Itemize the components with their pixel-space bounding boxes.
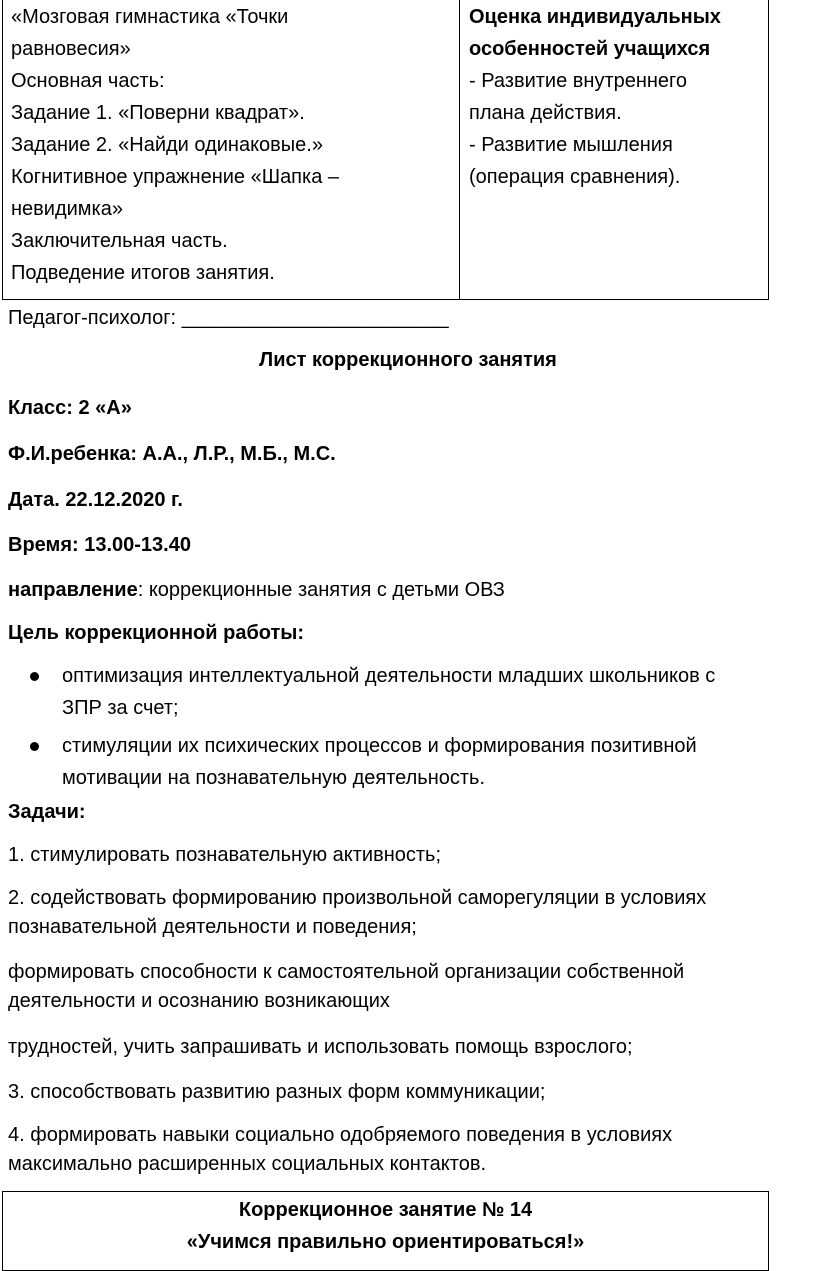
- stage-line: Заключительная часть.: [11, 230, 228, 252]
- list-item-line: оптимизация интеллектуальной деятельности младших школьников с: [62, 665, 716, 687]
- task-2b-line: деятельности и осознанию возникающих: [8, 990, 390, 1012]
- bullet-icon: [30, 672, 39, 681]
- goal-list: [28, 660, 808, 794]
- class-field: Класс: 2 «А»: [8, 397, 132, 419]
- task-2c: трудностей, учить запрашивать и использовать помощь взрослого;: [8, 1036, 633, 1058]
- task-2-line: 2. содействовать формированию произвольной саморегуляции в условиях: [8, 887, 707, 909]
- task-4-line: 4. формировать навыки социально одобряемого поведения в условиях: [8, 1124, 673, 1146]
- task-4-line: максимально расширенных социальных контактов.: [8, 1153, 487, 1175]
- bullet-icon: [30, 742, 39, 751]
- tasks-heading: Задачи:: [8, 801, 86, 823]
- stage-line: Когнитивное упражнение «Шапка –: [11, 166, 340, 188]
- sheet-title: Лист коррекционного занятия: [259, 349, 557, 371]
- table-cell-assessment: [469, 1, 765, 193]
- assessment-heading: особенностей учащихся: [469, 38, 711, 60]
- direction-field: [8, 574, 505, 606]
- assessment-line: (операция сравнения).: [469, 166, 681, 188]
- child-names-field: Ф.И.ребенка: А.А., Л.Р., М.Б., М.С.: [8, 443, 336, 465]
- lesson-number: Коррекционное занятие № 14: [238, 1199, 533, 1221]
- list-item: [28, 730, 808, 794]
- table-divider: [459, 0, 460, 299]
- assessment-heading: Оценка индивидуальных: [469, 6, 721, 28]
- assessment-line: - Развитие мышления: [469, 134, 673, 156]
- task-3: 3. способствовать развитию разных форм коммуникации;: [8, 1081, 546, 1103]
- list-item-line: стимуляции их психических процессов и формирования позитивной: [62, 735, 697, 757]
- signature-blank: ________________________: [181, 307, 449, 329]
- lesson-plan-table: [2, 0, 769, 300]
- stage-line: Задание 2. «Найди одинаковые.»: [11, 134, 323, 156]
- signature-label: Педагог-психолог:: [8, 307, 177, 329]
- stage-line: равновесия»: [11, 38, 131, 60]
- assessment-line: - Развитие внутреннего: [469, 70, 688, 92]
- direction-value: : коррекционные занятия с детьми ОВЗ: [137, 579, 505, 601]
- table-cell-stages: [11, 1, 451, 289]
- goal-heading: Цель коррекционной работы:: [8, 622, 305, 644]
- stage-line: Задание 1. «Поверни квадрат».: [11, 102, 305, 124]
- stage-line: «Мозговая гимнастика «Точки: [11, 6, 289, 28]
- signature-line: [8, 302, 449, 334]
- list-item-line: мотивации на познавательную деятельность.: [62, 767, 486, 789]
- stage-line: Основная часть:: [11, 70, 165, 92]
- task-2-line: познавательной деятельности и поведения;: [8, 916, 417, 938]
- lesson-title-box: [2, 1191, 769, 1271]
- task-1: 1. стимулировать познавательную активность;: [8, 844, 442, 866]
- list-item: [28, 660, 808, 724]
- list-item-line: ЗПР за счет;: [62, 697, 179, 719]
- lesson-topic: «Учимся правильно ориентироваться!»: [186, 1231, 585, 1253]
- assessment-line: плана действия.: [469, 102, 622, 124]
- stage-line: Подведение итогов занятия.: [11, 262, 275, 284]
- stage-line: невидимка»: [11, 198, 123, 220]
- direction-label: направление: [8, 579, 138, 601]
- time-field: Время: 13.00-13.40: [8, 534, 191, 556]
- task-2b-line: формировать способности к самостоятельной организации собственной: [8, 961, 685, 983]
- date-field: Дата. 22.12.2020 г.: [8, 489, 183, 511]
